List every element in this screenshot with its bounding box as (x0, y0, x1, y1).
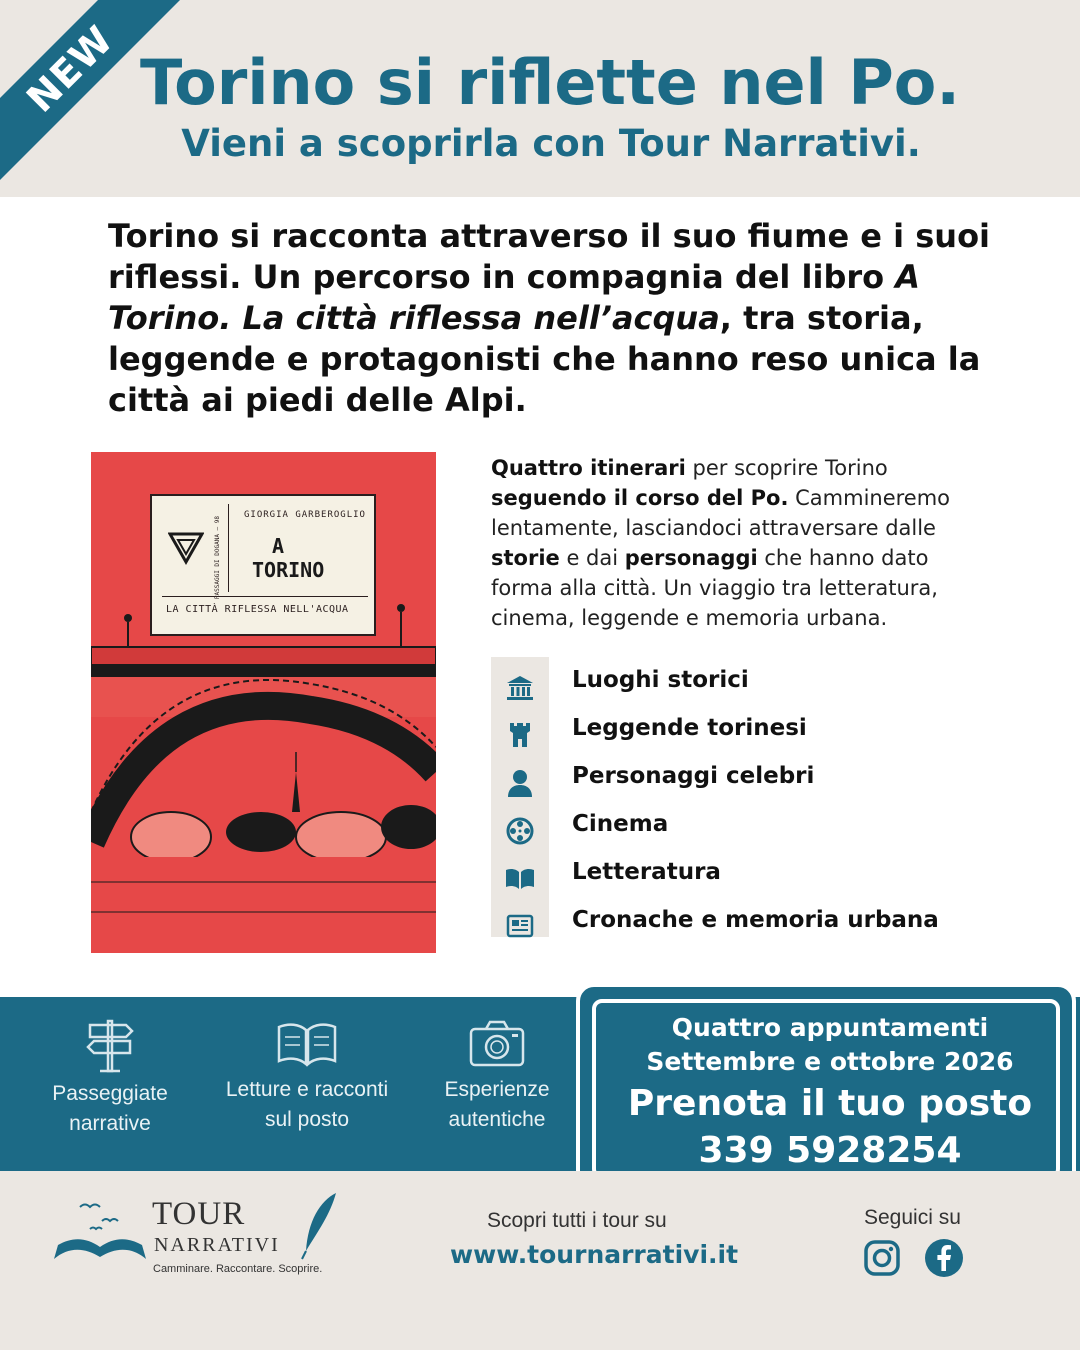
landmark-icon (505, 673, 535, 703)
desc-bold-4: personaggi (624, 546, 758, 570)
book-subtitle: LA CITTÀ RIFLESSA NELL'ACQUA (166, 604, 349, 615)
booking-box (576, 983, 1076, 1195)
follow-text: Seguici su (864, 1206, 961, 1229)
service-esperienze-line1: Esperienze (444, 1078, 550, 1101)
page-title: Torino si riflette nel Po. (140, 46, 960, 119)
page-subtitle: Vieni a scoprirla con Tour Narrativi. (181, 122, 921, 165)
intro-paragraph (108, 216, 998, 421)
intro-book-title: A Torino. La città riflessa nell’acqua (108, 258, 921, 337)
desc-text-4: che hanno dato forma alla città. Un viaggio tra letteratura, cinema, leggende e memoria urbana. (491, 546, 938, 630)
desc-bold-1: Quattro itinerari (491, 456, 686, 480)
service-passeggiate (30, 1017, 190, 1139)
logo-tagline: Camminare. Raccontare. Scoprire. (153, 1263, 323, 1275)
desc-text-1: per scoprire Torino (685, 456, 888, 480)
service-letture (212, 1021, 402, 1135)
logo-word-narrativi: NARRATIVI (154, 1234, 280, 1256)
book-series: PASSAGGI DI DOGANA – 98 (214, 516, 221, 600)
intro-text-1: Torino si racconta attraverso il suo fiume e i suoi riflessi. Un percorso in compagnia del libro (108, 217, 991, 296)
booking-phone[interactable]: 339 5928254 (698, 1130, 962, 1171)
book-icon (275, 1021, 339, 1069)
camera-icon (468, 1019, 526, 1069)
facebook-icon[interactable] (924, 1238, 964, 1278)
header (0, 0, 1080, 197)
card-divider-vertical (228, 504, 229, 592)
book-title-line1: A (272, 534, 285, 558)
logo-feather-icon (300, 1191, 340, 1261)
book-author: GIORGIA GARBEROGLIO (244, 510, 366, 520)
logo-word-tour: TOUR (152, 1196, 246, 1232)
booking-cta[interactable]: Prenota il tuo posto (627, 1083, 1033, 1124)
desc-bold-3: storie (491, 546, 560, 570)
desc-text-3: e dai (559, 546, 625, 570)
service-esperienze-line2: autentiche (448, 1108, 546, 1131)
card-divider-horizontal (162, 596, 368, 597)
discover-text: Scopri tutti i tour su (487, 1209, 667, 1232)
new-ribbon-label: NEW (18, 17, 122, 121)
instagram-icon[interactable] (863, 1239, 901, 1277)
feature-label-letteratura: Letteratura (572, 859, 721, 885)
logo-book-birds-icon (50, 1197, 150, 1267)
feature-label-luoghi: Luoghi storici (572, 667, 749, 693)
publisher-logo-icon (168, 530, 204, 566)
book-cover (91, 452, 436, 953)
person-icon (505, 768, 535, 798)
feature-icon-strip (491, 657, 549, 937)
castle-tower-icon (505, 720, 535, 750)
film-reel-icon (505, 816, 535, 846)
service-passeggiate-line1: Passeggiate (52, 1082, 168, 1105)
feature-label-personaggi: Personaggi celebri (572, 763, 815, 789)
desc-text-2: Cammineremo lentamente, lasciandoci attraversare dalle (491, 486, 951, 540)
newspaper-icon (505, 911, 535, 941)
book-title-line2: TORINO (252, 558, 325, 582)
feature-label-cinema: Cinema (572, 811, 669, 837)
feature-label-leggende: Leggende torinesi (572, 715, 807, 741)
desc-bold-2: seguendo il corso del Po. (491, 486, 789, 510)
service-passeggiate-line2: narrative (69, 1112, 151, 1135)
book-title-card (150, 494, 376, 636)
service-letture-line1: Letture e racconti (225, 1078, 389, 1101)
open-book-icon (505, 864, 535, 894)
itinerary-description (491, 453, 991, 633)
service-esperienze (417, 1019, 577, 1135)
intro-text-2: , tra storia, leggende e protagonisti che hanno reso unica la città ai piedi delle Alpi. (108, 299, 981, 419)
booking-line1: Quattro appuntamenti (671, 1013, 989, 1042)
feature-label-cronache: Cronache e memoria urbana (572, 907, 939, 933)
signpost-icon (84, 1017, 136, 1073)
website-link[interactable]: www.tournarrativi.it (450, 1240, 739, 1269)
service-letture-line2: sul posto (264, 1108, 350, 1131)
booking-line2: Settembre e ottobre 2026 (646, 1047, 1014, 1076)
